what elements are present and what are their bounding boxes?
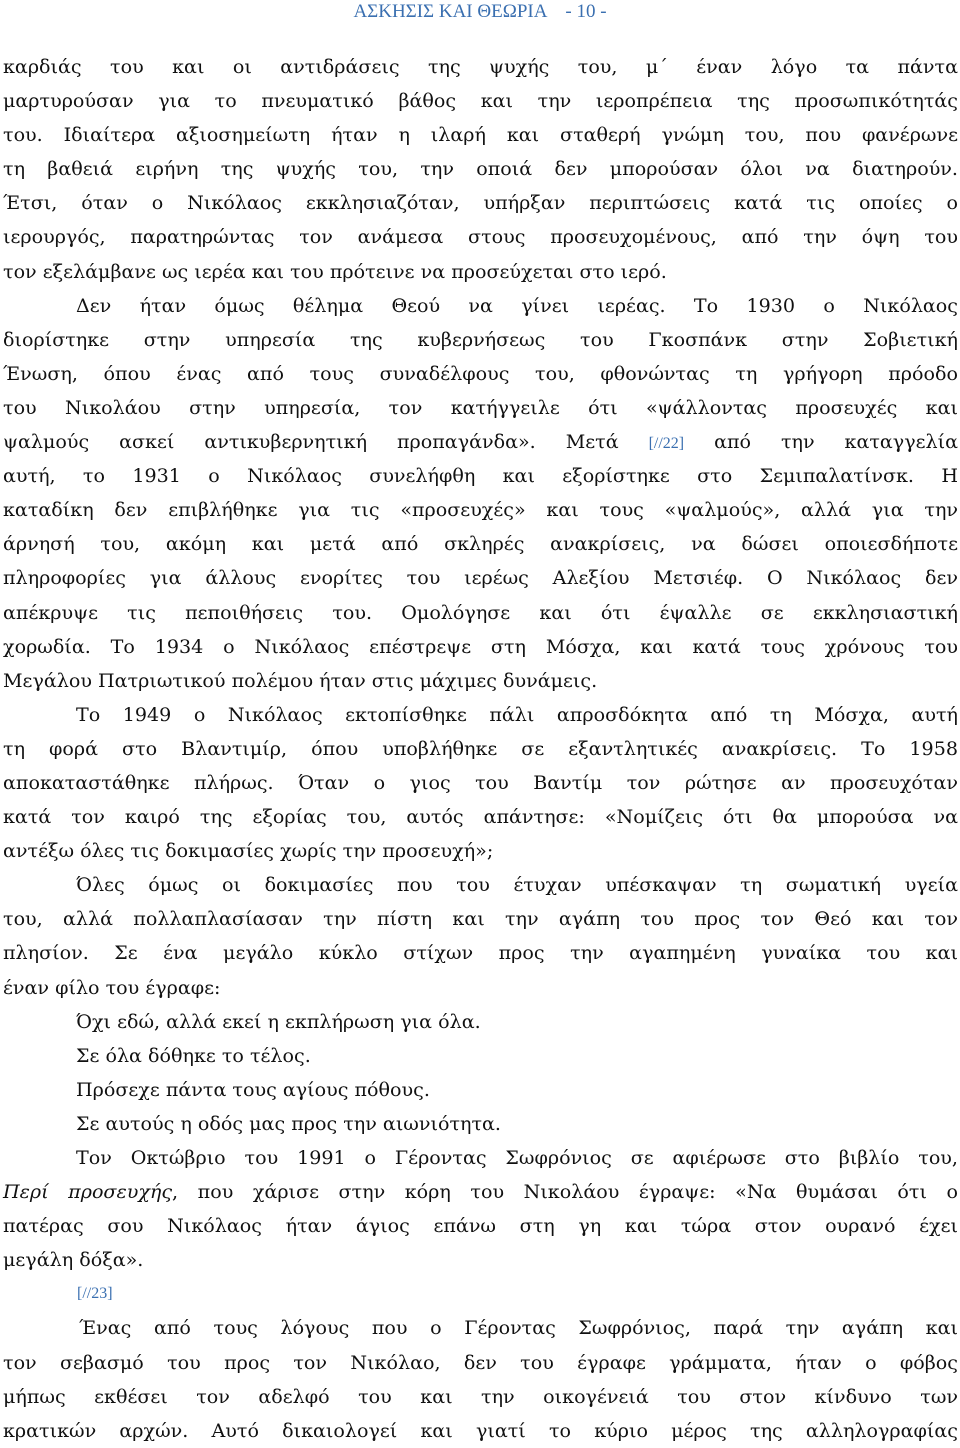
book-title-italic: Περί προσευχής [3,1180,173,1204]
text-line: αντέξω όλες τις δοκιμασίες χωρίς την προσευχή»; [3,839,494,863]
text-line: Δεν ήταν όμως θέλημα Θεού να γίνει ιερέας. Το 1930 ο Νικόλαος [76,293,958,317]
text-line: τη φορά στο Βλαντιμίρ, όπου υποβλήθηκε σε εξαντλητικές ανακρίσεις. Το 1958 [3,736,958,760]
text-line: μεγάλη δόξα». [3,1248,144,1272]
body-text [3,50,958,1448]
text-line: έναν φίλο του έγραφε: [3,975,221,999]
text-line: άρνησή του, ακόμη και μετά από σκληρές ανακρίσεις, να δώσει οποιεσδήποτε [3,532,958,556]
footnote-link-22[interactable]: [//22] [648,435,685,453]
text-segment: , που χάρισε στην κόρη του Νικολάου έγραψε: «Να θυμάσαι ότι ο [172,1180,958,1204]
text-segment: ψαλμούς ασκεί αντικυβερνητική προπαγάνδα». Μετά [3,430,619,454]
text-line: πληροφορίες για άλλους ενορίτες του ιερέως Αλεξίου Μετσιέφ. Ο Νικόλαος δεν [3,566,958,590]
text-line: καρδιάς του και οι αντιδράσεις της ψυχής του, μ΄ έναν λόγο τα πάντα [3,55,958,78]
poem-line: Όχι εδώ, αλλά εκεί η εκπλήρωση για όλα. [76,1009,481,1033]
text-line: κατά τον καιρό της εξορίας του, αυτός απάντησε: «Νομίζεις ότι θα μπορούσα να [3,805,958,829]
text-line: μαρτυρούσαν για το πνευματικό βάθος και την ιεροπρέπεια της προσωπικότητάς [3,89,958,113]
text-line: Έτσι, όταν ο Νικόλαος εκκλησιαζόταν, υπήρξαν περιπτώσεις κατά τις οποίες ο [3,191,958,215]
text-line: πλησίον. Σε ένα μεγάλο κύκλο στίχων προς την αγαπημένη γυναίκα του και [3,941,958,965]
text-line: διορίστηκε στην υπηρεσία της κυβερνήσεως του Γκοσπάνκ στην Σοβιετική [3,327,958,351]
page-number: - 10 - [565,1,607,22]
text-line: πατέρας σου Νικόλαος ήταν άγιος επάνω στη γη και τώρα στον ουρανό έχει [3,1214,958,1238]
text-line: τον σεβασμό του προς τον Νικόλαο, δεν του έγραφε γράμματα, ήταν ο φόβος [3,1350,958,1374]
text-line: ιερουργός, παρατηρώντας τον ανάμεσα στους προσευχομένους, από την όψη του [3,225,958,249]
text-line: μήπως εκθέσει τον αδελφό του και την οικογένειά του στον κίνδυνο των [3,1384,958,1408]
text-line: απέκρυψε τις πεποιθήσεις του. Ομολόγησε και ότι έψαλλε σε εκκλησιαστική [3,600,958,624]
poem-line: Σε αυτούς η οδός μας προς την αιωνιότητα. [76,1111,501,1135]
text-line: Όλες όμως οι δοκιμασίες που του έτυχαν υπέσκαψαν τη σωματική υγεία [76,873,958,897]
text-line: του. Ιδιαίτερα αξιοσημείωτη ήταν η ιλαρή και σταθερή γνώμη του, που φανέρωνε [3,123,958,147]
page-header [0,0,960,24]
text-line: τη βαθειά ειρήνη της ψυχής του, την οποιά δεν μπορούσαν όλοι να διατηρούν. [3,157,958,181]
footnote-link-23[interactable]: [//23] [77,1285,113,1303]
text-line: Το 1949 ο Νικόλαος εκτοπίσθηκε πάλι απροσδόκητα από τη Μόσχα, αυτή [76,702,958,726]
text-line: Ένας από τους λόγους που ο Γέροντας Σωφρόνιος, παρά την αγάπη και [79,1316,958,1340]
text-line: του, αλλά πολλαπλασίασαν την πίστη και την αγάπη του προς τον Θεό και τον [3,907,958,931]
text-line: Ένωση, όπου ένας από τους συναδέλφους του, φθονώντας τη γρήγορη πρόοδο [3,361,958,385]
text-line: Μεγάλου Πατριωτικού πολέμου ήταν στις μάχιμες δυνάμεις. [3,668,598,692]
text-line: καταδίκη δεν επιβλήθηκε για τις «προσευχές» και τους «ψαλμούς», αλλά για την [3,498,958,522]
text-line: του Νικολάου στην υπηρεσία, τον κατήγγειλε ότι «ψάλλοντας προσευχές και [3,395,958,419]
text-line: τον εξελάμβανε ως ιερέα και του πρότεινε να προσεύχεται στο ιερό. [3,259,667,283]
text-line: κρατικών αρχών. Αυτό δικαιολογεί και γιατί το κύριο μέρος της αλληλογραφίας [3,1418,958,1442]
book-title: ΑΣΚΗΣΙΣ ΚΑΙ ΘΕΩΡΙΑ [353,1,547,22]
text-line: χορωδία. Το 1934 ο Νικόλαος επέστρεψε στη Μόσχα, και κατά τους χρόνους του [3,634,958,658]
text-segment: από την καταγγελία [714,430,958,454]
text-line: αποκαταστάθηκε πλήρως. Όταν ο γιος του Βαντίμ τον ρώτησε αν προσευχόταν [3,770,958,794]
text-line: Τον Οκτώβριο του 1991 ο Γέροντας Σωφρόνιος σε αφιέρωσε στο βιβλίο του, [76,1146,958,1169]
poem-line: Σε όλα δόθηκε το τέλος. [76,1043,311,1067]
poem-line: Πρόσεχε πάντα τους αγίους πόθους. [76,1077,430,1101]
text-line: αυτή, το 1931 ο Νικόλαος συνελήφθη και εξορίστηκε στο Σεμιπαλατίνσκ. Η [3,464,958,488]
text-line [3,425,958,459]
text-line [3,1175,958,1209]
